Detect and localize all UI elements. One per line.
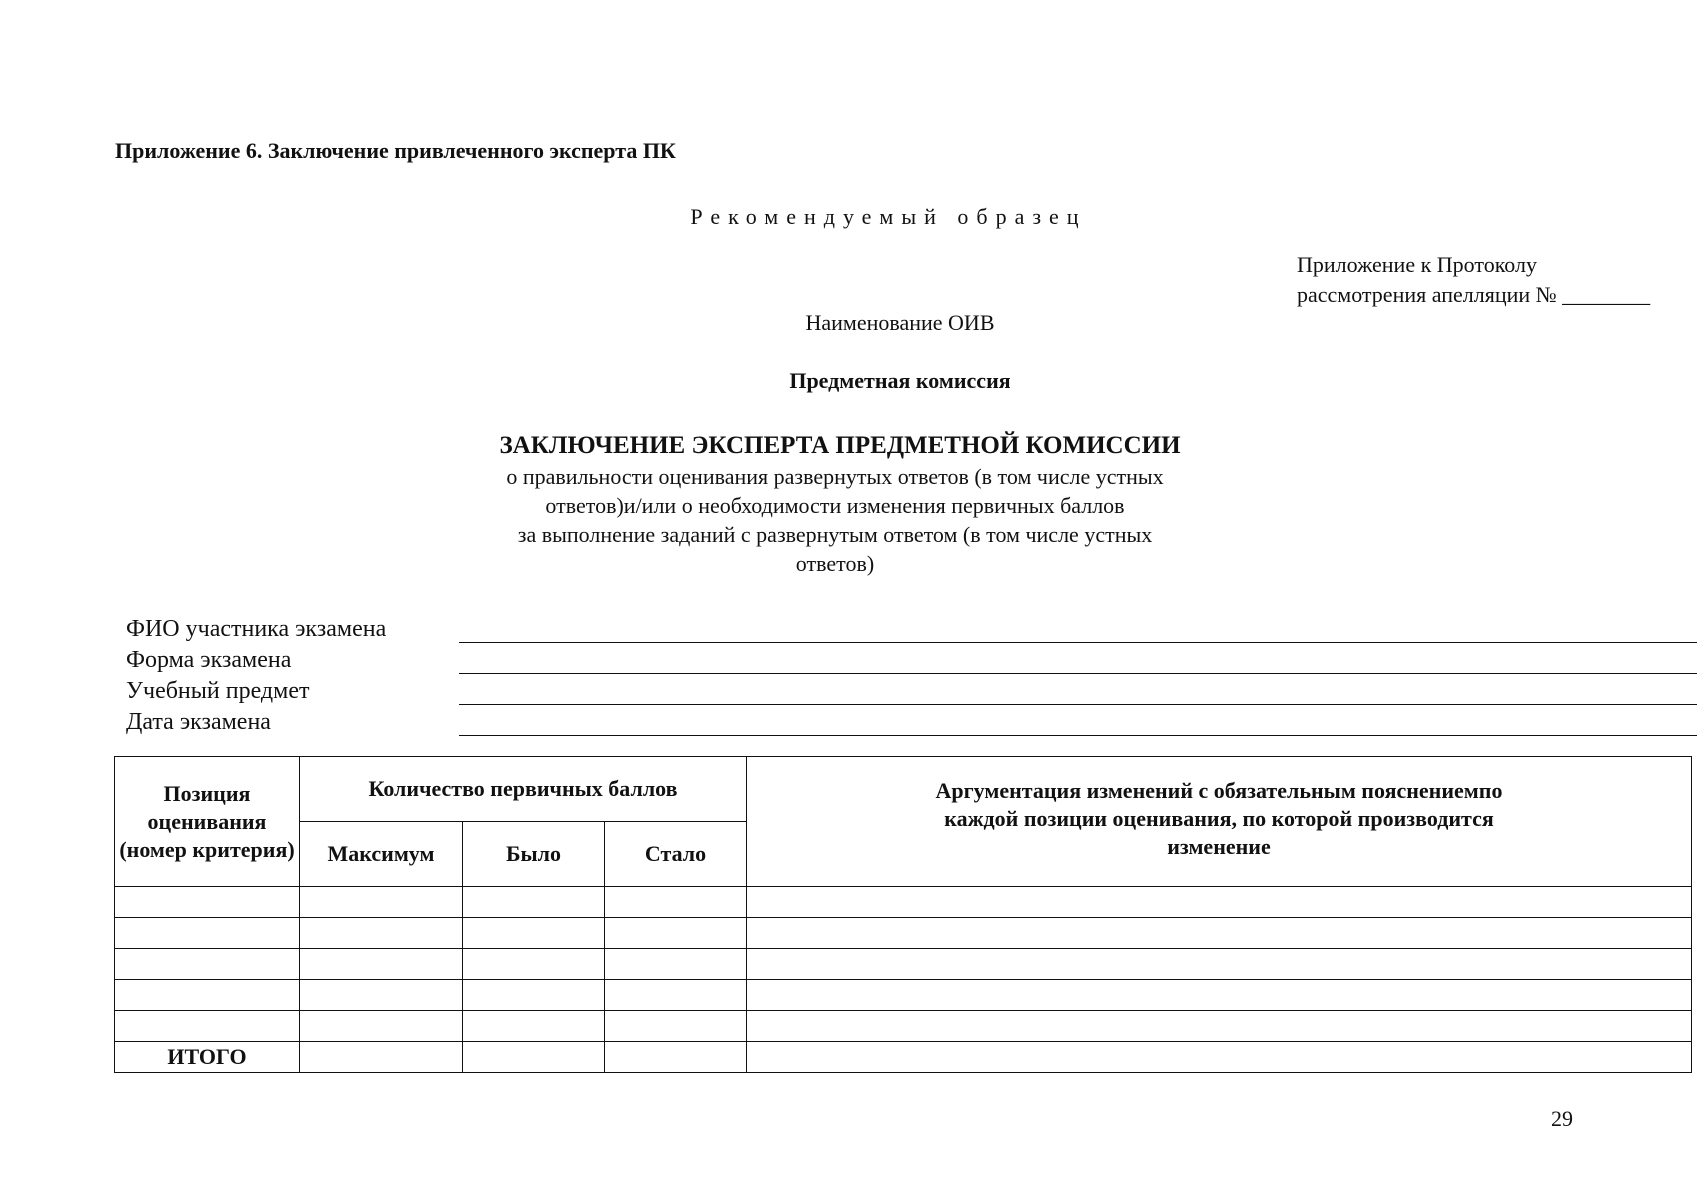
table-cell[interactable] — [463, 949, 605, 980]
field-label: Учебный предмет — [126, 678, 310, 704]
table-cell[interactable] — [300, 980, 463, 1011]
table-cell[interactable] — [115, 949, 300, 980]
table-row — [115, 1011, 1692, 1042]
oiv-name: Наименование ОИВ — [805, 310, 995, 335]
table-cell[interactable] — [747, 887, 1692, 918]
table-cell[interactable] — [747, 949, 1692, 980]
sample-label: Рекомендуемый образец — [690, 204, 1087, 229]
table-cell[interactable] — [463, 1011, 605, 1042]
table-cell[interactable] — [747, 1042, 1692, 1073]
table-cell[interactable] — [605, 980, 747, 1011]
position-header: Позиция оценивания (номер критерия) — [115, 757, 300, 887]
protocol-note-line1: Приложение к Протоколу — [1297, 252, 1537, 277]
table-row — [115, 887, 1692, 918]
max-header: Максимум — [300, 822, 463, 887]
table-cell[interactable] — [300, 1042, 463, 1073]
table-cell[interactable] — [605, 918, 747, 949]
conclusion-subtitle-line: ответов)и/или о необходимости изменения первичных баллов — [545, 493, 1125, 518]
table-cell[interactable] — [300, 918, 463, 949]
table-cell[interactable] — [605, 1011, 747, 1042]
table-cell[interactable] — [747, 980, 1692, 1011]
fill-in-line[interactable] — [459, 684, 1697, 705]
table-cell[interactable] — [115, 1011, 300, 1042]
table-cell[interactable] — [300, 887, 463, 918]
argument-header: Аргументация изменений с обязательным пояснениемпо каждой позиции оценивания, по которой производится изменение — [747, 757, 1692, 887]
field-subject — [126, 676, 1697, 707]
protocol-note — [1297, 250, 1650, 310]
table-cell[interactable] — [115, 918, 300, 949]
table-cell[interactable] — [300, 949, 463, 980]
table-row — [115, 949, 1692, 980]
field-label: Дата экзамена — [126, 709, 271, 735]
fill-in-line[interactable] — [459, 715, 1697, 736]
field-exam-date — [126, 707, 1697, 738]
table-cell[interactable] — [463, 980, 605, 1011]
table-row — [115, 980, 1692, 1011]
scores-table — [114, 756, 1692, 1073]
became-header: Стало — [605, 822, 747, 887]
table-cell[interactable] — [605, 949, 747, 980]
appendix-title: Приложение 6. Заключение привлеченного эксперта ПК — [115, 138, 676, 163]
table-cell[interactable] — [115, 980, 300, 1011]
table-cell[interactable] — [605, 1042, 747, 1073]
conclusion-subtitle-line: за выполнение заданий с развернутым ответом (в том числе устных — [517, 522, 1153, 547]
table-cell[interactable] — [463, 1042, 605, 1073]
table-cell[interactable] — [115, 887, 300, 918]
page-number: 29 — [1551, 1106, 1573, 1131]
table-cell[interactable] — [747, 918, 1692, 949]
was-header: Было — [463, 822, 605, 887]
table-total-row — [115, 1042, 1692, 1073]
table-cell[interactable] — [747, 1011, 1692, 1042]
table-row — [115, 918, 1692, 949]
field-exam-form — [126, 645, 1697, 676]
total-label: ИТОГО — [115, 1042, 300, 1073]
conclusion-subtitle-line: ответов) — [795, 551, 875, 576]
field-participant-name — [126, 614, 1697, 645]
table-cell[interactable] — [605, 887, 747, 918]
fill-in-line[interactable] — [459, 653, 1697, 674]
conclusion-subtitle-line: о правильности оценивания развернутых ответов (в том числе устных — [506, 464, 1164, 489]
fill-in-line[interactable] — [459, 622, 1697, 643]
table-cell[interactable] — [463, 887, 605, 918]
table-header-row — [115, 757, 1692, 822]
form-fields — [126, 614, 1697, 738]
protocol-note-line2: рассмотрения апелляции № ________ — [1297, 282, 1651, 307]
table-cell[interactable] — [300, 1011, 463, 1042]
field-label: Форма экзамена — [126, 647, 292, 673]
commission-title: Предметная комиссия — [789, 368, 1011, 393]
field-label: ФИО участника экзамена — [126, 616, 387, 642]
table-cell[interactable] — [463, 918, 605, 949]
conclusion-subtitle — [470, 462, 1200, 578]
conclusion-title: ЗАКЛЮЧЕНИЕ ЭКСПЕРТА ПРЕДМЕТНОЙ КОМИССИИ — [499, 432, 1181, 459]
count-header: Количество первичных баллов — [300, 757, 747, 822]
